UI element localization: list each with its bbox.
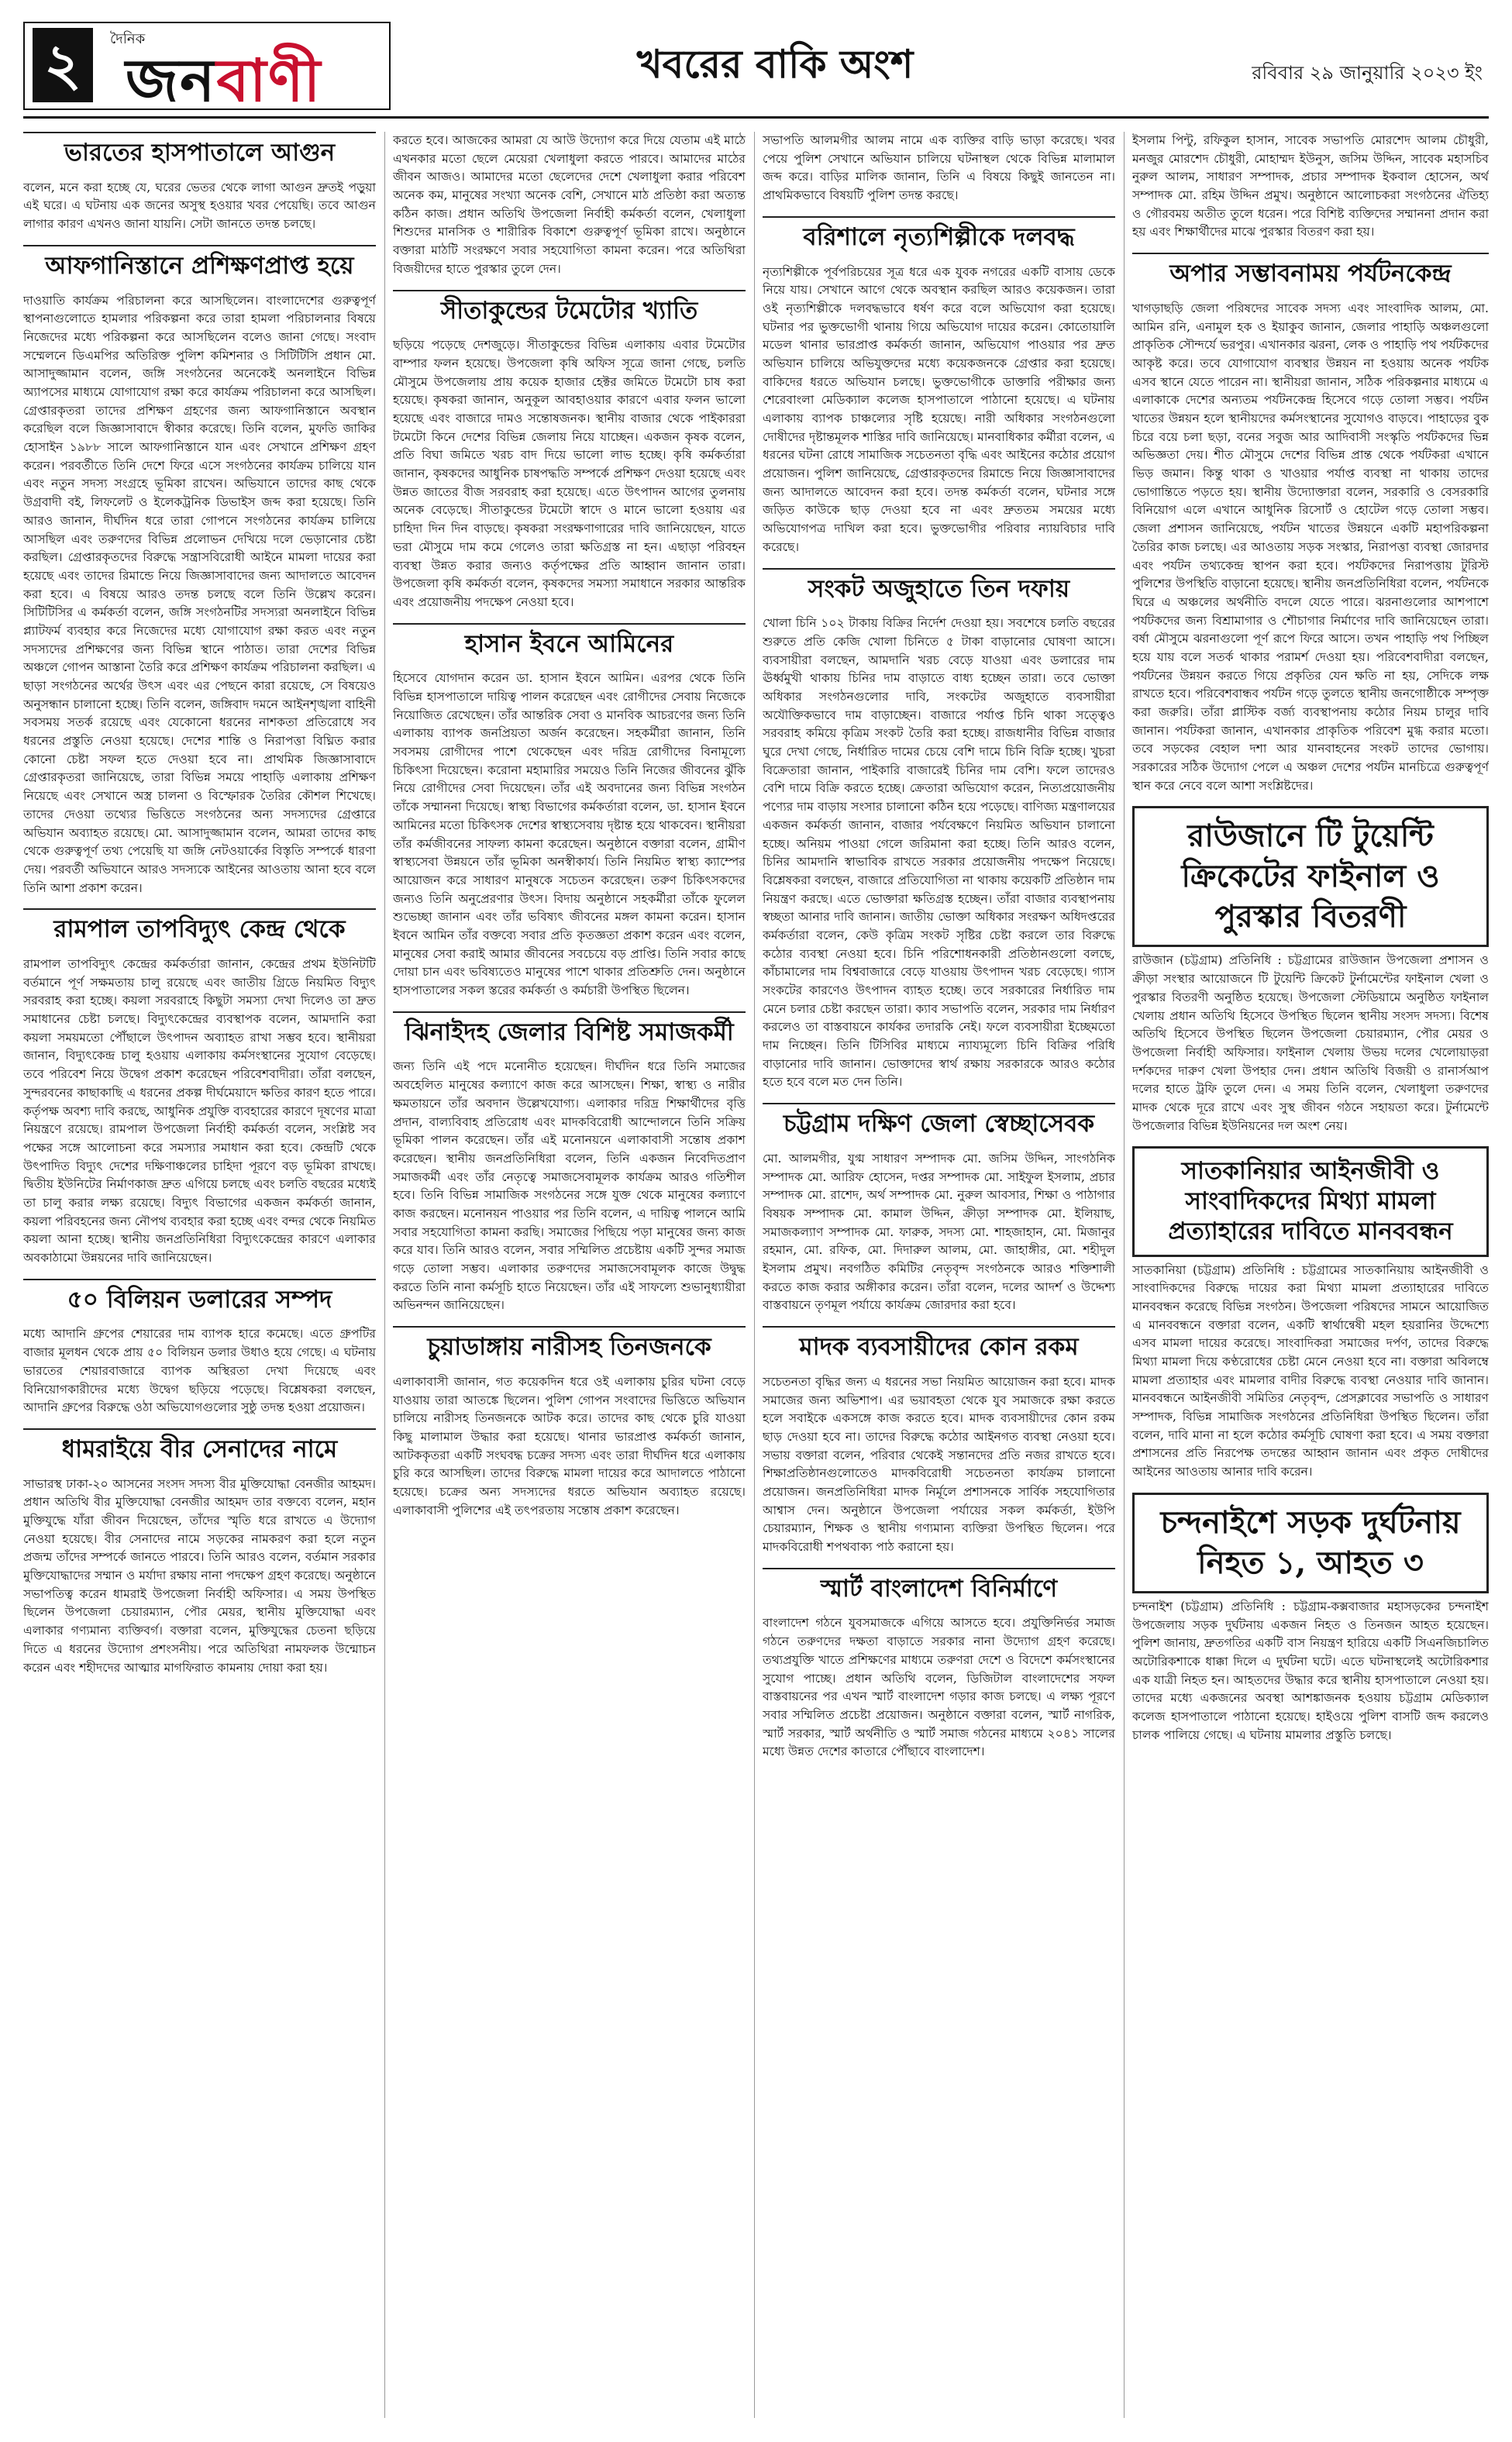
article-body: খাগড়াছড়ি জেলা পরিষদের সাবেক সদস্য এবং সাংবাদিক আলম, মো. আমিন রনি, এনামুল হক ও ইয়াকুব জানান, জেলার পাহাড়ি অঞ্চলগুলো প্রাকৃতিক সৌন্দর্যে ভরপুর। এখানকার ঝরনা, লেক ও পাহাড়ি পথ পর্যটকদের আকৃষ্ট করে। তবে যোগাযোগ ব্যবস্থার উন্নয়ন না হওয়ায় অনেক পর্যটক এসব স্থানে যেতে পারেন না। স্থানীয়রা জানান, সঠিক পরিকল্পনার মাধ্যমে এ এলাকাকে দেশের অন্যতম পর্যটনকেন্দ্র হিসেবে গড়ে তোলা সম্ভব। পর্যটন খাতের উন্নয়ন হলে স্থানীয়দের কর্মসংস্থানের সুযোগও বাড়বে। পাহাড়ের বুক চিরে বয়ে চলা ছড়া, বনের সবুজ আর আদিবাসী সংস্কৃতি পর্যটকদের ভিন্ন অভিজ্ঞতা দেয়। শীত মৌসুমে দেশের বিভিন্ন প্রান্ত থেকে পর্যটকরা এখানে ভিড় জমান। কিন্তু থাকা ও খাওয়ার পর্যাপ্ত ব্যবস্থা না থাকায় তাদের ভোগান্তিতে পড়তে হয়। স্থানীয় উদ্যোক্তারা বলেন, সরকারি ও বেসরকারি বিনিয়োগ এলে এখানে আধুনিক রিসোর্ট ও হোটেল গড়ে তোলা সম্ভব। জেলা প্রশাসন জানিয়েছে, পর্যটন খাতের উন্নয়নে একটি মহাপরিকল্পনা তৈরির কাজ চলছে। এর আওতায় সড়ক সংস্কার, নিরাপত্তা ব্যবস্থা জোরদার এবং পর্যটন তথ্যকেন্দ্র স্থাপন করা হবে। পর্যটকদের নিরাপত্তায় টুরিস্ট পুলিশের উপস্থিতি বাড়ানো হয়েছে। স্থানীয় জনপ্রতিনিধিরা বলেন, পর্যটনকে ঘিরে এ অঞ্চলের অর্থনীতি বদলে যেতে পারে। ঝরনাগুলোর আশপাশে পর্যটকদের জন্য বিশ্রামাগার ও শৌচাগার নির্মাণের দাবি জানিয়েছেন তারা। বর্ষা মৌসুমে ঝরনাগুলো পূর্ণ রূপে ফিরে আসে। তখন পাহাড়ি পথ পিচ্ছিল হয়ে যায় বলে সতর্ক থাকার পরামর্শ দেওয়া হয়। পরিবেশবাদীরা বলছেন, পর্যটনের উন্নয়ন করতে গিয়ে প্রকৃতির যেন ক্ষতি না হয়, সেদিকে লক্ষ রাখতে হবে। পরিবেশবান্ধব পর্যটন গড়ে তুলতে স্থানীয় জনগোষ্ঠীকে সম্পৃক্ত করা জরুরি। তাঁরা প্লাস্টিক বর্জ্য ব্যবস্থাপনায় কঠোর নিয়ম চালুর দাবি জানান। পর্যটকরা জানান, এখানকার প্রাকৃতিক পরিবেশ মুগ্ধ করার মতো। তবে সড়কের বেহাল দশা আর যানবাহনের সংকট তাদের ভোগায়। সরকারের সঠিক উদ্যোগ পেলে এ অঞ্চল দেশের পর্যটন মানচিত্রে গুরুত্বপূর্ণ স্থান করে নেবে বলে আশা সংশ্লিষ্টদের। xyxy=(1132,301,1489,793)
column-rule xyxy=(384,132,385,2418)
article-headline: রাউজানে টি টুয়েন্টি ক্রিকেটের ফাইনাল ও পুরস্কার বিতরণী xyxy=(1132,806,1489,947)
column-4 xyxy=(1132,132,1489,2418)
article-rampal-power xyxy=(23,908,376,1267)
article-jhenaidah-social-worker xyxy=(393,1011,746,1315)
article-satkania-human-chain xyxy=(1132,1146,1489,1482)
article-drug-dealers xyxy=(763,1326,1115,1557)
article-body: মধ্যে আদানি গ্রুপের শেয়ারের দাম ব্যাপক হারে কমেছে। এতে গ্রুপটির বাজার মূলধন থেকে প্রায় ৫০ বিলিয়ন ডলার উধাও হয়ে গেছে। এ ঘটনায় ভারতের শেয়ারবাজারে ব্যাপক অস্থিরতা দেখা দিয়েছে এবং বিনিয়োগকারীদের মধ্যে উদ্বেগ ছড়িয়ে পড়েছে। বিশ্লেষকরা বলছেন, আদানি গ্রুপের বিরুদ্ধে ওঠা অভিযোগগুলোর সুষ্ঠু তদন্ত হওয়া প্রয়োজন। xyxy=(23,1327,376,1415)
article-chattogram-volunteer xyxy=(763,1103,1115,1315)
article-chandanaish-accident xyxy=(1132,1493,1489,1745)
paper-name-part-a: জন xyxy=(126,46,217,115)
column-3 xyxy=(763,132,1115,2418)
article-body: নৃত্যশিল্পীকে পূর্বপরিচয়ের সূত্র ধরে এক যুবক নগরের একটি বাসায় ডেকে নিয়ে যায়। সেখানে আগে থেকে অবস্থান করছিল আরও কয়েকজন। তারা ওই নৃত্যশিল্পীকে দলবদ্ধভাবে ধর্ষণ করে বলে অভিযোগ করা হয়েছে। ঘটনার পর ভুক্তভোগী থানায় গিয়ে অভিযোগ দায়ের করেন। কোতোয়ালি মডেল থানার ভারপ্রাপ্ত কর্মকর্তা জানান, অভিযোগ পাওয়ার পর দ্রুত অভিযান চালিয়ে অভিযুক্তদের মধ্যে কয়েকজনকে গ্রেপ্তার করা হয়েছে। বাকিদের ধরতে অভিযান চলছে। ভুক্তভোগীকে ডাক্তারি পরীক্ষার জন্য শেরেবাংলা মেডিক্যাল কলেজ হাসপাতালে পাঠানো হয়েছে। এ ঘটনায় এলাকায় ব্যাপক চাঞ্চল্যের সৃষ্টি হয়েছে। নারী অধিকার সংগঠনগুলো দোষীদের দৃষ্টান্তমূলক শাস্তির দাবি জানিয়েছে। মানবাধিকার কর্মীরা বলেন, এ ধরনের ঘটনা রোধে সামাজিক সচেতনতা বৃদ্ধি এবং আইনের কঠোর প্রয়োগ প্রয়োজন। পুলিশ জানিয়েছে, গ্রেপ্তারকৃতদের রিমান্ডে নিয়ে জিজ্ঞাসাবাদের জন্য আদালতে আবেদন করা হবে। তদন্ত কর্মকর্তা বলেন, ঘটনার সঙ্গে জড়িত কাউকে ছাড় দেওয়া হবে না এবং দ্রুততম সময়ের মধ্যে অভিযোগপত্র দাখিল করা হবে। ভুক্তভোগীর পরিবার ন্যায়বিচার দাবি করেছে। xyxy=(763,264,1115,554)
article-headline: স্মার্ট বাংলাদেশ বিনির্মাণে xyxy=(763,1568,1115,1610)
article-body: হিসেবে যোগদান করেন ডা. হাসান ইবনে আমিন। এরপর থেকে তিনি বিভিন্ন হাসপাতালে দায়িত্ব পালন করেছেন এবং রোগীদের সেবায় নিজেকে নিয়োজিত রেখেছেন। তাঁর আন্তরিক সেবা ও মানবিক আচরণের জন্য তিনি এলাকায় ব্যাপক জনপ্রিয়তা অর্জন করেছেন। সহকর্মীরা জানান, তিনি সবসময় রোগীদের পাশে থেকেছেন এবং দরিদ্র রোগীদের বিনামূল্যে চিকিৎসা দিয়েছেন। করোনা মহামারির সময়েও তিনি নিজের জীবনের ঝুঁকি নিয়ে রোগীদের সেবা দিয়েছেন। তাঁর এই অবদানের জন্য বিভিন্ন সংগঠন তাঁকে সম্মাননা দিয়েছে। স্বাস্থ্য বিভাগের কর্মকর্তারা বলেন, ডা. হাসান ইবনে আমিনের মতো চিকিৎসক দেশের স্বাস্থ্যসেবায় দৃষ্টান্ত হয়ে থাকবেন। স্থানীয়রা তাঁর কর্মজীবনের সাফল্য কামনা করেছেন। অনুষ্ঠানে বক্তারা বলেন, গ্রামীণ স্বাস্থ্যসেবা উন্নয়নে তাঁর ভূমিকা অনস্বীকার্য। তিনি নিয়মিত স্বাস্থ্য ক্যাম্পের আয়োজন করে সাধারণ মানুষকে সচেতন করেছেন। তরুণ চিকিৎসকদের জন্যও তিনি অনুপ্রেরণার উৎস। বিদায় অনুষ্ঠানে সহকর্মীরা তাঁকে ফুলেল শুভেচ্ছা জানান এবং তাঁর ভবিষ্যৎ জীবনের মঙ্গল কামনা করেন। হাসান ইবনে আমিন তাঁর বক্তব্যে সবার প্রতি কৃতজ্ঞতা প্রকাশ করেন এবং বলেন, মানুষের সেবা করাই আমার জীবনের সবচেয়ে বড় প্রাপ্তি। তিনি সবার কাছে দোয়া চান এবং ভবিষ্যতেও মানুষের পাশে থাকার প্রতিশ্রুতি দেন। অনুষ্ঠানে হাসপাতালের সকল স্তরের কর্মকর্তা ও কর্মচারী উপস্থিত ছিলেন। xyxy=(393,671,746,997)
article-headline: সাতকানিয়ার আইনজীবী ও সাংবাদিকদের মিথ্যা মামলা প্রত্যাহারের দাবিতে মানববন্ধন xyxy=(1132,1146,1489,1256)
article-hospital-fire xyxy=(23,132,376,234)
article-headline: চট্টগ্রাম দক্ষিণ জেলা স্বেচ্ছাসেবক xyxy=(763,1103,1115,1145)
article-body: এলাকাবাসী জানান, গত কয়েকদিন ধরে ওই এলাকায় চুরির ঘটনা বেড়ে যাওয়ায় তারা আতঙ্কে ছিলেন। পুলিশ গোপন সংবাদের ভিত্তিতে অভিযান চালিয়ে নারীসহ তিনজনকে আটক করে। তাদের কাছ থেকে চুরি যাওয়া কিছু মালামাল উদ্ধার করা হয়েছে। থানার ভারপ্রাপ্ত কর্মকর্তা জানান, আটককৃতরা একটি সংঘবদ্ধ চক্রের সদস্য এবং তারা দীর্ঘদিন ধরে এলাকায় চুরি করে আসছিল। তাদের বিরুদ্ধে মামলা দায়ের করে আদালতে পাঠানো হয়েছে। চক্রের অন্য সদস্যদের ধরতে অভিযান অব্যাহত রয়েছে। এলাকাবাসী পুলিশের এই তৎপরতায় সন্তোষ প্রকাশ করেছেন। xyxy=(393,1374,746,1517)
article-continued xyxy=(393,132,746,279)
article-headline: রামপাল তাপবিদ্যুৎ কেন্দ্র থেকে xyxy=(23,908,376,951)
article-headline: ঝিনাইদহ জেলার বিশিষ্ট সমাজকর্মী xyxy=(393,1011,746,1054)
article-headline: সীতাকুন্ডের টমেটোর খ্যাতি xyxy=(393,290,746,332)
article-headline: মাদক ব্যবসায়ীদের কোন রকম xyxy=(763,1326,1115,1369)
article-raozan-cricket xyxy=(1132,806,1489,1135)
article-headline: বরিশালে নৃত্যশিল্পীকে দলবদ্ধ xyxy=(763,216,1115,259)
column-rule xyxy=(754,132,755,2418)
article-sugar-price xyxy=(763,568,1115,1093)
article-body: জন্য তিনি এই পদে মনোনীত হয়েছেন। দীর্ঘদিন ধরে তিনি সমাজের অবহেলিত মানুষের কল্যাণে কাজ করে আসছেন। শিক্ষা, স্বাস্থ্য ও নারীর ক্ষমতায়নে তাঁর অবদান উল্লেখযোগ্য। এলাকার দরিদ্র শিক্ষার্থীদের বৃত্তি প্রদান, বাল্যবিবাহ প্রতিরোধ এবং মাদকবিরোধী আন্দোলনে তিনি সক্রিয় ভূমিকা পালন করেছেন। তাঁর এই মনোনয়নে এলাকাবাসী সন্তোষ প্রকাশ করেছেন। স্থানীয় জনপ্রতিনিধিরা বলেন, তিনি একজন নিবেদিতপ্রাণ সমাজকর্মী এবং তাঁর নেতৃত্বে সমাজসেবামূলক কার্যক্রম আরও গতিশীল হবে। তিনি বিভিন্ন সামাজিক সংগঠনের সঙ্গে যুক্ত থেকে মানুষের কল্যাণে কাজ করছেন। মনোনয়ন পাওয়ার পর তিনি বলেন, এ দায়িত্ব পালনে আমি সবার সহযোগিতা কামনা করছি। সমাজের পিছিয়ে পড়া মানুষের জন্য কাজ করে যাব। তিনি আরও বলেন, সবার সম্মিলিত প্রচেষ্টায় একটি সুন্দর সমাজ গড়ে তোলা সম্ভব। এলাকার তরুণদের সমাজসেবামূলক কাজে উদ্বুদ্ধ করতে তিনি নানা কর্মসূচি হাতে নিয়েছেন। তাঁর এই সাফল্যে শুভানুধ্যায়ীরা অভিনন্দন জানিয়েছেন। xyxy=(393,1059,746,1313)
column-1 xyxy=(23,132,376,2418)
article-headline: ৫০ বিলিয়ন ডলারের সম্পদ xyxy=(23,1279,376,1321)
section-title: খবরের বাকি অংশ xyxy=(636,41,914,87)
article-headline: অপার সম্ভাবনাময় পর্যটনকেন্দ্র xyxy=(1132,253,1489,295)
article-sitakunda-tomato xyxy=(393,290,746,612)
article-body: করতে হবে। আজকের আমরা যে আউ উদ্যোগ করে দিয়ে যেতাম এই মাঠে এখনকার মতো ছেলে মেয়েরা খেলাধুলা করতে পারবে। আমাদের মাঠের জীবন আজও। আমাদের মতো ছেলেদের দেশে খেলাধুলা করার পরিবেশ অনেক কম, মানুষের সংখ্যা অনেক বেশি, সেখানে মাঠ প্রতিষ্ঠা করা অত্যন্ত কঠিন কাজ। প্রধান অতিথি উপজেলা নির্বাহী কর্মকর্তা বলেন, খেলাধুলা শিশুদের মানসিক ও শারীরিক বিকাশে গুরুত্বপূর্ণ ভূমিকা রাখে। অনুষ্ঠানে বক্তারা মাঠটি সংরক্ষণে সবার সহযোগিতা কামনা করেন। পরে অতিথিরা বিজয়ীদের হাতে পুরস্কার তুলে দেন। xyxy=(393,133,746,276)
article-body: খোলা চিনি ১০২ টাকায় বিক্রির নির্দেশ দেওয়া হয়। সবশেষে চলতি বছরের শুরুতে প্রতি কেজি খোলা চিনিতে ৫ টাকা বাড়ানোর ঘোষণা আসে। ব্যবসায়ীরা বলছেন, আমদানি খরচ বেড়ে যাওয়া এবং ডলারের দাম ঊর্ধ্বমুখী থাকায় চিনির দাম বাড়াতে বাধ্য হচ্ছেন তারা। তবে ভোক্তা অধিকার সংগঠনগুলোর দাবি, সংকটের অজুহাতে ব্যবসায়ীরা অযৌক্তিকভাবে দাম বাড়াচ্ছেন। বাজারে পর্যাপ্ত চিনি থাকা সত্ত্বেও সরবরাহ কমিয়ে কৃত্রিম সংকট তৈরি করা হচ্ছে। রাজধানীর বিভিন্ন বাজার ঘুরে দেখা গেছে, নির্ধারিত দামের চেয়ে বেশি দামে চিনি বিক্রি হচ্ছে। খুচরা বিক্রেতারা জানান, পাইকারি বাজারেই চিনির দাম বেশি। ফলে তাদেরও বেশি দামে বিক্রি করতে হচ্ছে। ক্রেতারা অভিযোগ করেন, নিত্যপ্রয়োজনীয় পণ্যের দাম বাড়ায় সংসার চালানো কঠিন হয়ে পড়েছে। বাণিজ্য মন্ত্রণালয়ের একজন কর্মকর্তা জানান, বাজার পর্যবেক্ষণে নিয়মিত অভিযান চালানো হচ্ছে। অনিয়ম পাওয়া গেলে জরিমানা করা হচ্ছে। তিনি আরও বলেন, চিনির আমদানি স্বাভাবিক রাখতে সরকার প্রয়োজনীয় পদক্ষেপ নিয়েছে। বিশ্লেষকরা বলছেন, বাজারে প্রতিযোগিতা না থাকায় কয়েকটি প্রতিষ্ঠান দাম নিয়ন্ত্রণ করছে। এতে ভোক্তারা ক্ষতিগ্রস্ত হচ্ছেন। তাঁরা বাজার ব্যবস্থাপনায় স্বচ্ছতা আনার দাবি জানান। জাতীয় ভোক্তা অধিকার সংরক্ষণ অধিদপ্তরের কর্মকর্তারা বলেন, কেউ কৃত্রিম সংকট সৃষ্টির চেষ্টা করলে তার বিরুদ্ধে কঠোর ব্যবস্থা নেওয়া হবে। চিনি পরিশোধনকারী প্রতিষ্ঠানগুলো বলছে, কাঁচামালের দাম বিশ্ববাজারে বেড়ে যাওয়ায় উৎপাদন খরচ বেড়েছে। গ্যাস সংকটের কারণেও উৎপাদন ব্যাহত হচ্ছে। তবে সরকারের নির্ধারিত দাম মেনে চলার চেষ্টা করছেন তারা। ক্যাব সভাপতি বলেন, সরকার দাম নির্ধারণ করলেও তা বাস্তবায়নে কার্যকর তদারকি নেই। ফলে ব্যবসায়ীরা ইচ্ছেমতো দাম নিচ্ছেন। তিনি টিসিবির মাধ্যমে ন্যায্যমূল্যে চিনি বিক্রির পরিধি বাড়ানোর দাবি জানান। ভোক্তাদের স্বার্থ রক্ষায় সরকারকে আরও কঠোর হতে হবে বলে মত দেন তিনি। xyxy=(763,616,1115,1090)
article-body: সাভারস্থ ঢাকা-২০ আসনের সংসদ সদস্য বীর মুক্তিযোদ্ধা বেনজীর আহমদ। প্রধান অতিথি বীর মুক্তিযোদ্ধা বেনজীর আহমদ তার বক্তব্যে বলেন, মহান মুক্তিযুদ্ধে যাঁরা জীবন দিয়েছেন, তাঁদের স্মৃতি ধরে রাখতে এ উদ্যোগ নেওয়া হয়েছে। বীর সেনাদের নামে সড়কের নামকরণ করা হলে নতুন প্রজন্ম তাঁদের সম্পর্কে জানতে পারবে। তিনি আরও বলেন, বর্তমান সরকার মুক্তিযোদ্ধাদের সম্মান ও মর্যাদা রক্ষায় নানা পদক্ষেপ গ্রহণ করেছে। অনুষ্ঠানে সভাপতিত্ব করেন ধামরাই উপজেলা নির্বাহী অফিসার। এ সময় উপস্থিত ছিলেন উপজেলা চেয়ারম্যান, পৌর মেয়র, স্থানীয় মুক্তিযোদ্ধা এবং এলাকার গণ্যমান্য ব্যক্তিবর্গ। বক্তারা বলেন, মুক্তিযুদ্ধের চেতনা ছড়িয়ে দিতে এ ধরনের উদ্যোগ প্রশংসনীয়। পরে অতিথিরা নামফলক উন্মোচন করেন এবং শহীদদের আত্মার মাগফিরাত কামনায় দোয়া করা হয়। xyxy=(23,1476,376,1675)
article-body: চন্দনাইশ (চট্টগ্রাম) প্রতিনিধি : চট্টগ্রাম-কক্সবাজার মহাসড়কের চন্দনাইশ উপজেলায় সড়ক দুর্ঘটনায় একজন নিহত ও তিনজন আহত হয়েছেন। পুলিশ জানায়, দ্রুতগতির একটি বাস নিয়ন্ত্রণ হারিয়ে একটি সিএনজিচালিত অটোরিকশাকে ধাক্কা দিলে এ দুর্ঘটনা ঘটে। এতে ঘটনাস্থলেই অটোরিকশার এক যাত্রী নিহত হন। আহতদের উদ্ধার করে স্থানীয় হাসপাতালে নেওয়া হয়। তাদের মধ্যে একজনের অবস্থা আশঙ্কাজনক হওয়ায় চট্টগ্রাম মেডিক্যাল কলেজ হাসপাতালে পাঠানো হয়েছে। হাইওয়ে পুলিশ বাসটি জব্দ করলেও চালক পালিয়ে গেছে। এ ঘটনায় মামলার প্রস্তুতি চলছে। xyxy=(1132,1599,1489,1742)
article-body: বলেন, মনে করা হচ্ছে যে, ঘরের ভেতর থেকে লাগা আগুন দ্রুতই পড়ুয়া এই ঘরে। এ ঘটনায় এক জনের অসুস্থ হওয়ার খবর পেয়েছি। তবে আগুন লাগার কারণ এখনও জানা যায়নি। সেটা জানতে তদন্ত চলছে। xyxy=(23,180,376,232)
article-barishal-dancer xyxy=(763,216,1115,557)
article-headline: চুয়াডাঙ্গায় নারীসহ তিনজনকে xyxy=(393,1326,746,1369)
page-number: ২ xyxy=(33,28,93,102)
article-headline: হাসান ইবনে আমিনের xyxy=(393,623,746,666)
article-afghanistan-training xyxy=(23,245,376,897)
paper-logo xyxy=(23,22,391,115)
column-2 xyxy=(393,132,746,2418)
article-body: রামপাল তাপবিদ্যুৎ কেন্দ্রের কর্মকর্তারা জানান, কেন্দ্রের প্রথম ইউনিটটি বর্তমানে পূর্ণ সক্ষমতায় চালু রয়েছে এবং জাতীয় গ্রিডে নিয়মিত বিদ্যুৎ সরবরাহ করা হচ্ছে। কয়লা সরবরাহে কিছুটা সমস্যা দেখা দিলেও তা দ্রুত সমাধানের চেষ্টা চলছে। বিদ্যুৎকেন্দ্রের ব্যবস্থাপক বলেন, আমদানি করা কয়লা সময়মতো পৌঁছালে উৎপাদন অব্যাহত রাখা সম্ভব হবে। স্থানীয়রা জানান, বিদ্যুৎকেন্দ্র চালু হওয়ায় এলাকায় কর্মসংস্থানের সুযোগ বেড়েছে। তবে পরিবেশ নিয়ে উদ্বেগ প্রকাশ করেছেন পরিবেশবাদীরা। তাঁরা বলছেন, সুন্দরবনের কাছাকাছি এ ধরনের প্রকল্প দীর্ঘমেয়াদে ক্ষতির কারণ হতে পারে। কর্তৃপক্ষ অবশ্য দাবি করছে, আধুনিক প্রযুক্তি ব্যবহারের কারণে দূষণের মাত্রা নিয়ন্ত্রণে রয়েছে। রামপাল উপজেলা নির্বাহী কর্মকর্তা বলেন, সংশ্লিষ্ট সব পক্ষের সঙ্গে আলোচনা করে সমস্যার সমাধান করা হবে। কেন্দ্রটি থেকে উৎপাদিত বিদ্যুৎ দেশের দক্ষিণাঞ্চলের চাহিদা পূরণে বড় ভূমিকা রাখছে। দ্বিতীয় ইউনিটের নির্মাণকাজ দ্রুত এগিয়ে চলছে এবং চলতি বছরের মধ্যেই তা চালু করার লক্ষ্য রয়েছে। বিদ্যুৎ বিভাগের একজন কর্মকর্তা জানান, কয়লা পরিবহনের জন্য নৌপথ ব্যবহার করা হচ্ছে এবং বন্দর থেকে নিয়মিত কয়লা আনা হচ্ছে। স্থানীয় জনপ্রতিনিধিরা বিদ্যুৎকেন্দ্রের কারণে এলাকার অবকাঠামো উন্নয়নের দাবি জানিয়েছেন। xyxy=(23,957,376,1265)
article-body: সচেতনতা বৃদ্ধির জন্য এ ধরনের সভা নিয়মিত আয়োজন করা হবে। মাদক সমাজের জন্য অভিশাপ। এর ভয়াবহতা থেকে যুব সমাজকে রক্ষা করতে হলে সবাইকে একসঙ্গে কাজ করতে হবে। মাদক ব্যবসায়ীদের কোন রকম ছাড় দেওয়া হবে না। তাদের বিরুদ্ধে কঠোর আইনগত ব্যবস্থা নেওয়া হবে। সভায় বক্তারা বলেন, পরিবার থেকেই সন্তানদের প্রতি নজর রাখতে হবে। শিক্ষাপ্রতিষ্ঠানগুলোতেও মাদকবিরোধী সচেতনতা কার্যক্রম চালানো প্রয়োজন। জনপ্রতিনিধিরা মাদক নির্মূলে প্রশাসনকে সার্বিক সহযোগিতার আশ্বাস দেন। অনুষ্ঠানে উপজেলা পর্যায়ের সকল কর্মকর্তা, ইউপি চেয়ারম্যান, শিক্ষক ও স্থানীয় গণ্যমান্য ব্যক্তিরা উপস্থিত ছিলেন। পরে মাদকবিরোধী শপথবাক্য পাঠ করানো হয়। xyxy=(763,1374,1115,1554)
article-headline: ভারতের হাসপাতালে আগুন xyxy=(23,132,376,174)
article-continued xyxy=(763,132,1115,205)
newspaper-page xyxy=(23,15,1489,2427)
issue-date: রবিবার ২৯ জানুয়ারি ২০২৩ ইং xyxy=(1252,62,1483,84)
article-body: দাওয়াতি কার্যক্রম পরিচালনা করে আসছিলেন। বাংলাদেশের গুরুত্বপূর্ণ স্থাপনাগুলোতে হামলার পরিকল্পনা করে তারা হামলা পরিচালনার বিষয়ে নিজেদের মধ্যে পরিকল্পনা করে আসছিলেন বলেও জানা গেছে। সংবাদ সম্মেলনে ডিএমপির অতিরিক্ত পুলিশ কমিশনার ও সিটিটিসি প্রধান মো. আসাদুজ্জামান বলেন, জঙ্গি সংগঠনের অনেকেই অনলাইনে বিভিন্ন অ্যাপসের মাধ্যমে যোগাযোগ রক্ষা করে কার্যক্রম পরিচালনা করে আসছিল। গ্রেপ্তারকৃতরা তাদের প্রশিক্ষণ গ্রহণের জন্য আফগানিস্তানে অবস্থান করেছিল বলে জিজ্ঞাসাবাদে স্বীকার করেছে। তিনি বলেন, মুফতি জাকির হোসাইন ১৯৮৮ সালে আফগানিস্তানে যান এবং সেখানে প্রশিক্ষণ গ্রহণ করেন। পরবর্তীতে তিনি দেশে ফিরে এসে সংগঠনের কার্যক্রম চালিয়ে যান এবং নতুন সদস্য সংগ্রহে ভূমিকা রাখেন। অভিযানে তাদের কাছ থেকে উগ্রবাদী বই, লিফলেট ও ইলেকট্রনিক ডিভাইস জব্দ করা হয়েছে। তিনি আরও জানান, দীর্ঘদিন ধরে তারা গোপনে সংগঠনের কার্যক্রম চালিয়ে আসছিল এবং তরুণদের বিভিন্ন প্রলোভন দেখিয়ে দলে ভেড়ানোর চেষ্টা করছিল। গ্রেপ্তারকৃতদের বিরুদ্ধে সন্ত্রাসবিরোধী আইনে মামলা দায়ের করা হয়েছে এবং তাদের রিমান্ডে নিয়ে জিজ্ঞাসাবাদের জন্য আদালতে আবেদন করা হবে। এ বিষয়ে আরও তদন্ত চলছে বলে তিনি উল্লেখ করেন। সিটিটিসির এ কর্মকর্তা বলেন, জঙ্গি সংগঠনটির সদস্যরা অনলাইনে বিভিন্ন প্ল্যাটফর্ম ব্যবহার করে নিজেদের মধ্যে যোগাযোগ রক্ষা করত এবং নতুন সদস্যদের প্রশিক্ষণের জন্য বিভিন্ন স্থানে পাঠাত। তারা দেশের বিভিন্ন অঞ্চলে গোপন আস্তানা তৈরি করে প্রশিক্ষণ কার্যক্রম পরিচালনা করছিল। এ ছাড়া সংগঠনের অর্থের উৎস এবং এর পেছনে কারা রয়েছে, সে বিষয়েও অনুসন্ধান চালানো হচ্ছে। তিনি বলেন, জঙ্গিবাদ দমনে আইনশৃঙ্খলা বাহিনী সবসময় সতর্ক রয়েছে এবং যেকোনো ধরনের নাশকতা প্রতিরোধে সব ধরনের প্রস্তুতি নেওয়া হয়েছে। দেশের শান্তি ও নিরাপত্তা বিঘ্নিত করার কোনো চেষ্টা সফল হতে দেওয়া হবে না। প্রাথমিক জিজ্ঞাসাবাদে গ্রেপ্তারকৃতরা জানিয়েছে, তারা বিভিন্ন সময়ে পাহাড়ি এলাকায় প্রশিক্ষণ নিয়েছে এবং সেখানে অস্ত্র চালনা ও বিস্ফোরক তৈরির কৌশল শিখেছে। তাদের দেওয়া তথ্যের ভিত্তিতে সংগঠনের অন্য সদস্যদের গ্রেপ্তারে অভিযান অব্যাহত রয়েছে। মো. আসাদুজ্জামান বলেন, আমরা তাদের কাছ থেকে গুরুত্বপূর্ণ তথ্য পেয়েছি যা জঙ্গি নেটওয়ার্কের বিস্তৃতি সম্পর্কে ধারণা দেয়। পরবর্তী অভিযানে আরও সদস্যকে আইনের আওতায় আনা হবে বলে তিনি আশা প্রকাশ করেন। xyxy=(23,293,376,895)
article-body: বাংলাদেশ গঠনে যুবসমাজকে এগিয়ে আসতে হবে। প্রযুক্তিনির্ভর সমাজ গঠনে তরুণদের দক্ষতা বাড়াতে সরকার নানা উদ্যোগ গ্রহণ করেছে। তথ্যপ্রযুক্তি খাতে প্রশিক্ষণের মাধ্যমে তরুণরা দেশে ও বিদেশে কর্মসংস্থানের সুযোগ পাচ্ছে। প্রধান অতিথি বলেন, ডিজিটাল বাংলাদেশের সফল বাস্তবায়নের পর এখন স্মার্ট বাংলাদেশ গড়ার কাজ চলছে। এ লক্ষ্য পূরণে সবার সম্মিলিত প্রচেষ্টা প্রয়োজন। অনুষ্ঠানে বক্তারা বলেন, স্মার্ট নাগরিক, স্মার্ট সরকার, স্মার্ট অর্থনীতি ও স্মার্ট সমাজ গঠনের মাধ্যমে ২০৪১ সালের মধ্যে উন্নত দেশের কাতারে পৌঁছাবে বাংলাদেশ। xyxy=(763,1616,1115,1759)
article-chuadanga-arrest xyxy=(393,1326,746,1520)
article-smart-bangladesh xyxy=(763,1568,1115,1762)
article-headline: ধামরাইয়ে বীর সেনাদের নামে xyxy=(23,1428,376,1471)
article-dhamrai-heroes xyxy=(23,1428,376,1677)
article-body: ইসলাম পিন্টু, রফিকুল হাসান, সাবেক সভাপতি মোরশেদ আলম চৌধুরী, মনজুর মোরশেদ চৌধুরী, মোহাম্মদ ইউনুস, জসিম উদ্দিন, সাবেক মহাসচিব নুরুল আলম, সাধারণ সম্পাদক, প্রচার সম্পাদক ইকবাল হোসেন, অর্থ সম্পাদক মো. রহিম উদ্দিন প্রমুখ। অনুষ্ঠানে আলোচকরা সংগঠনের ঐতিহ্য ও গৌরবময় অতীত তুলে ধরেন। পরে বিশিষ্ট ব্যক্তিদের সম্মাননা প্রদান করা হয় এবং শিক্ষার্থীদের মাঝে পুরস্কার বিতরণ করা হয়। xyxy=(1132,133,1489,239)
article-body: সভাপতি আলমগীর আলম নামে এক ব্যক্তির বাড়ি ভাড়া করেছে। খবর পেয়ে পুলিশ সেখানে অভিযান চালিয়ে ঘটনাস্থল থেকে বিভিন্ন মালামাল জব্দ করে। বাড়ির মালিক জানান, তিনি এ বিষয়ে কিছুই জানতেন না। প্রাথমিকভাবে বিষয়টি পুলিশ তদন্ত করছে। xyxy=(763,133,1115,203)
column-rule xyxy=(1124,132,1125,2418)
article-body: ছড়িয়ে পড়েছে দেশজুড়ে। সীতাকুন্ডের বিভিন্ন এলাকায় এবার টমেটোর বাম্পার ফলন হয়েছে। উপজেলা কৃষি অফিস সূত্রে জানা গেছে, চলতি মৌসুমে উপজেলায় প্রায় কয়েক হাজার হেক্টর জমিতে টমেটো চাষ করা হয়েছে। কৃষকরা জানান, অনুকূল আবহাওয়ার কারণে এবার ফলন ভালো হয়েছে এবং বাজারে দামও সন্তোষজনক। স্থানীয় বাজার থেকে পাইকাররা টমেটো কিনে দেশের বিভিন্ন জেলায় নিয়ে যাচ্ছেন। একজন কৃষক বলেন, প্রতি বিঘা জমিতে খরচ বাদ দিয়ে ভালো লাভ হচ্ছে। কৃষি কর্মকর্তারা জানান, কৃষকদের আধুনিক চাষপদ্ধতি সম্পর্কে প্রশিক্ষণ দেওয়া হয়েছে এবং উন্নত জাতের বীজ সরবরাহ করা হয়েছে। এতে উৎপাদন আগের তুলনায় অনেক বেড়েছে। সীতাকুন্ডের টমেটো স্বাদে ও মানে ভালো হওয়ায় এর চাহিদা দিন দিন বাড়ছে। কৃষকরা সংরক্ষণাগারের দাবি জানিয়েছেন, যাতে ভরা মৌসুমে দাম কমে গেলেও তারা ক্ষতিগ্রস্ত না হন। এছাড়া পরিবহন ব্যবস্থা উন্নত করার জন্যও কর্তৃপক্ষের প্রতি আহ্বান জানান তারা। উপজেলা কৃষি কর্মকর্তা বলেন, কৃষকদের সমস্যা সমাধানে সরকার আন্তরিক এবং প্রয়োজনীয় পদক্ষেপ নেওয়া হবে। xyxy=(393,338,746,609)
article-headline: আফগানিস্তানে প্রশিক্ষণপ্রাপ্ত হয়ে xyxy=(23,245,376,288)
article-headline: চন্দনাইশে সড়ক দুর্ঘটনায় নিহত ১, আহত ৩ xyxy=(1132,1493,1489,1593)
paper-name xyxy=(126,36,322,134)
masthead xyxy=(23,15,1489,119)
article-body: রাউজান (চট্টগ্রাম) প্রতিনিধি : চট্টগ্রামের রাউজান উপজেলা প্রশাসন ও ক্রীড়া সংস্থার আয়োজনে টি টুয়েন্টি ক্রিকেট টুর্নামেন্টের ফাইনাল খেলা ও পুরস্কার বিতরণী অনুষ্ঠিত হয়েছে। উপজেলা স্টেডিয়ামে অনুষ্ঠিত ফাইনাল খেলায় প্রধান অতিথি হিসেবে উপস্থিত ছিলেন স্থানীয় সংসদ সদস্য। বিশেষ অতিথি হিসেবে উপস্থিত ছিলেন উপজেলা চেয়ারম্যান, পৌর মেয়র ও উপজেলা নির্বাহী অফিসার। ফাইনাল খেলায় উভয় দলের খেলোয়াড়রা দর্শকদের দারুণ খেলা উপহার দেন। প্রধান অতিথি বিজয়ী ও রানার্সআপ দলের হাতে ট্রফি তুলে দেন। এ সময় তিনি বলেন, খেলাধুলা তরুণদের মাদক থেকে দূরে রাখে এবং সুস্থ জীবন গঠনে সহায়তা করে। টুর্নামেন্টে উপজেলার বিভিন্ন ইউনিয়নের দল অংশ নেয়। xyxy=(1132,953,1489,1133)
paper-name-part-b: বাণী xyxy=(216,46,322,115)
paper-tagline: দৈনিক xyxy=(110,31,146,47)
article-tourism-center xyxy=(1132,253,1489,795)
article-continued xyxy=(1132,132,1489,242)
article-headline: সংকট অজুহাতে তিন দফায় xyxy=(763,568,1115,611)
article-hasan-ibne-amin xyxy=(393,623,746,1001)
article-body: সাতকানিয়া (চট্টগ্রাম) প্রতিনিধি : চট্টগ্রামের সাতকানিয়ায় আইনজীবী ও সাংবাদিকদের বিরুদ্ধে দায়ের করা মিথ্যা মামলা প্রত্যাহারের দাবিতে মানববন্ধন করেছে বিভিন্ন সংগঠন। উপজেলা পরিষদের সামনে আয়োজিত এ মানববন্ধনে বক্তারা বলেন, একটি স্বার্থান্বেষী মহল হয়রানির উদ্দেশ্যে এসব মামলা দায়ের করেছে। সাংবাদিকরা সমাজের দর্পণ, তাদের বিরুদ্ধে মিথ্যা মামলা দিয়ে কণ্ঠরোধের চেষ্টা মেনে নেওয়া হবে না। বক্তারা অবিলম্বে মামলা প্রত্যাহার এবং মামলার বাদীর বিরুদ্ধে ব্যবস্থা নেওয়ার দাবি জানান। মানববন্ধনে আইনজীবী সমিতির নেতৃবৃন্দ, প্রেসক্লাবের সভাপতি ও সাধারণ সম্পাদক, বিভিন্ন সামাজিক সংগঠনের প্রতিনিধিরা উপস্থিত ছিলেন। তাঁরা বলেন, দাবি মানা না হলে কঠোর কর্মসূচি ঘোষণা করা হবে। এ সময় বক্তারা প্রশাসনের প্রতি নিরপেক্ষ তদন্তের আহ্বান জানান এবং প্রকৃত দোষীদের আইনের আওতায় আনার দাবি করেন। xyxy=(1132,1262,1489,1479)
article-body: মো. আলমগীর, যুগ্ম সাধারণ সম্পাদক মো. জসিম উদ্দিন, সাংগঠনিক সম্পাদক মো. আরিফ হোসেন, দপ্তর সম্পাদক মো. সাইফুল ইসলাম, প্রচার সম্পাদক মো. রাশেদ, অর্থ সম্পাদক মো. নুরুল আবসার, শিক্ষা ও পাঠাগার বিষয়ক সম্পাদক মো. কামাল উদ্দিন, ক্রীড়া সম্পাদক মো. ইলিয়াছ, সমাজকল্যাণ সম্পাদক মো. ফারুক, সদস্য মো. শাহজাহান, মো. মিজানুর রহমান, মো. রফিক, মো. দিদারুল আলম, মো. জাহাঙ্গীর, মো. শহীদুল ইসলাম প্রমুখ। নবগঠিত কমিটির নেতৃবৃন্দ সংগঠনকে আরও শক্তিশালী করতে কাজ করার অঙ্গীকার করেন। তাঁরা বলেন, দলের আদর্শ ও উদ্দেশ্য বাস্তবায়নে তৃণমূল পর্যায়ে কার্যক্রম জোরদার করা হবে। xyxy=(763,1151,1115,1313)
article-50-billion xyxy=(23,1279,376,1417)
